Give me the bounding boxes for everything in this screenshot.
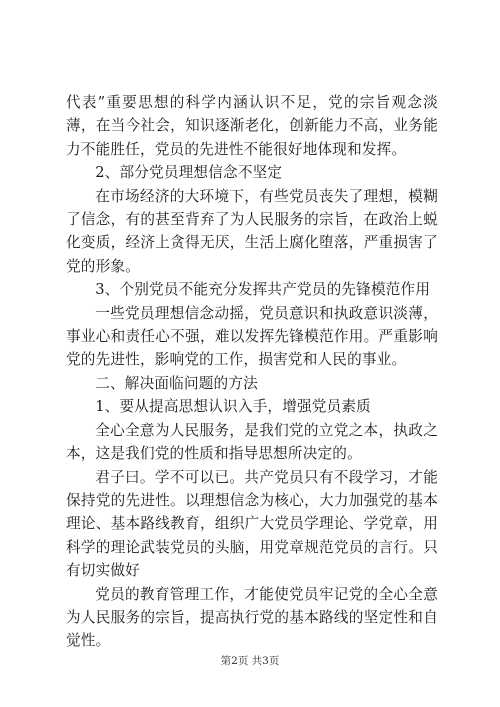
- paragraph-8: 全心全意为人民服务，是我们党的立党之本，执政之本，这是我们党的性质和指导思想所决定的。: [66, 421, 438, 463]
- paragraph-9: 君子曰。学不可以已。共产党员只有不段学习，才能保持党的先进性。以理想信念为核心，大力加强党的基本理论、基本路线教育，组织广大党员学理论、学党章，用科学的理论武装党员的头脑，用党章规范党员的言行。只有切实做好: [66, 468, 438, 580]
- section-heading-solutions: 二、解决面临问题的方法: [95, 374, 258, 392]
- paragraph-10: 党员的教育管理工作，才能使党员牢记党的全心全意为人民服务的宗旨，提高执行党的基本路线的坚定性和自觉性。: [66, 585, 438, 650]
- page-footer: [0, 654, 500, 668]
- paragraph-7-heading: 1、要从提高思想认识入手，增强党员素质: [95, 398, 371, 416]
- paragraph-2-heading: 2、部分党员理想信念不坚定: [95, 164, 283, 182]
- page-number-label: 第2页 共3页: [220, 655, 280, 667]
- paragraph-5: 一些党员理想信念动摇，党员意识和执政意识淡薄，事业心和责任心不强，难以发挥先锋模范作用。严重影响党的先进性，影响党的工作，损害党和人民的事业。: [66, 304, 438, 369]
- document-body: [66, 91, 438, 653]
- paragraph-3: 在市场经济的大环境下，有些党员丧失了理想，模糊了信念，有的甚至背弃了为人民服务的宗旨，在政治上蜕化变质，经济上贪得无厌，生活上腐化堕落，严重损害了党的形象。: [66, 187, 438, 275]
- paragraph-4-heading: 3、个别党员不能充分发挥共产党员的先锋模范作用: [95, 281, 431, 299]
- paragraph-1: 代表”重要思想的科学内涵认识不足，党的宗旨观念淡薄，在当今社会，知识逐渐老化，创新能力不高，业务能力不能胜任，党员的先进性不能很好地体现和发挥。: [66, 94, 438, 158]
